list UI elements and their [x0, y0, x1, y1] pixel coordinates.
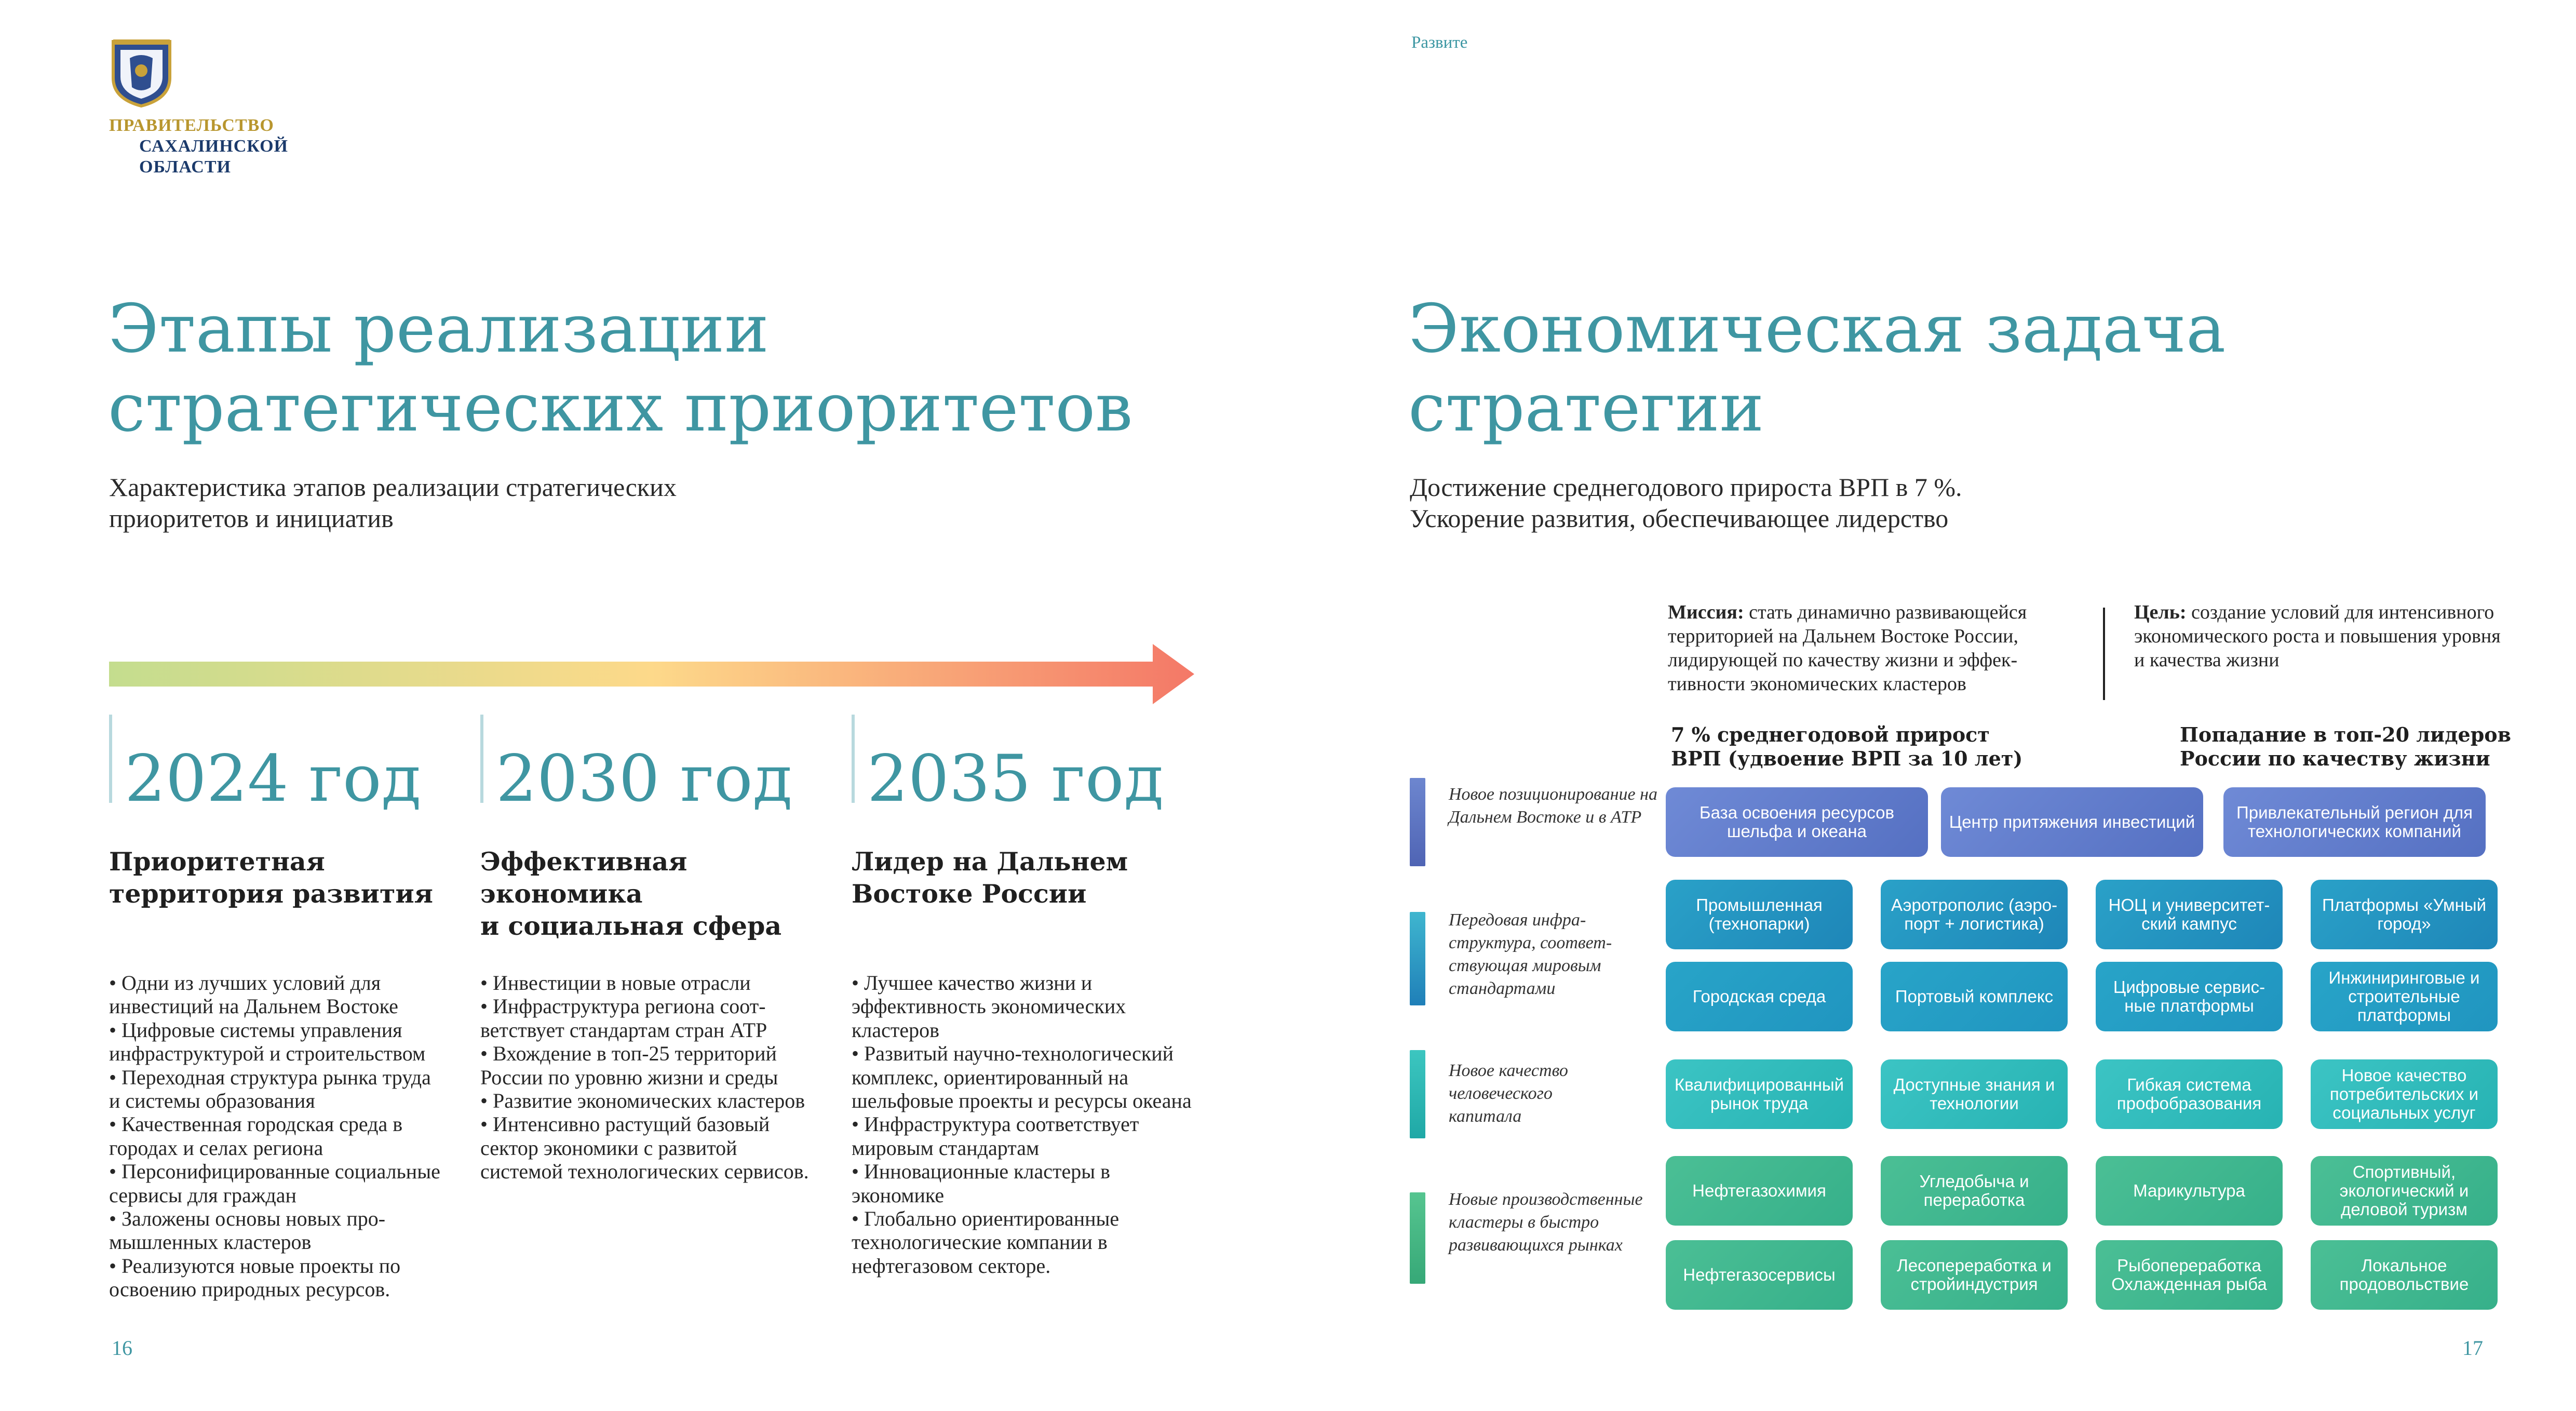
page-subtitle-left: [109, 472, 677, 534]
mission-block: [1668, 600, 2073, 696]
row-indicator-bar: [1410, 912, 1425, 1005]
list-item: • Лучшее качество жизни и эффективность экономических кластеров: [852, 971, 1194, 1042]
stage-bullet-list: [852, 971, 1194, 1278]
stage-year: 2035 год: [867, 742, 1164, 816]
strategy-box: Промышленная (технопарки): [1666, 880, 1853, 949]
timeline-arrow: [109, 644, 1194, 704]
coat-of-arms-logo: [109, 37, 174, 108]
stage-heading: [852, 845, 1128, 910]
divider: [2103, 608, 2105, 700]
stage-heading-line: Востоке России: [852, 879, 1087, 909]
row-indicator-bar: [1410, 1192, 1425, 1284]
org-name-line3: ОБЛАСТИ: [139, 157, 231, 177]
stage-heading-line: Эффективная: [480, 846, 687, 877]
row-label: Новые производственные кластеры в быстро развивающихся рынках: [1449, 1190, 1643, 1255]
timeline-tick: [852, 715, 855, 803]
strategy-box: Локальное продовольствие: [2311, 1240, 2498, 1310]
stage-heading-line: Приоритетная: [109, 846, 325, 877]
strategy-box: Спортивный, экологический и деловой туризм: [2311, 1156, 2498, 1226]
list-item: • Реализуются новые проекты по освоению природных ресурсов.: [109, 1254, 447, 1301]
org-name-line2: САХАЛИНСКОЙ: [139, 137, 289, 156]
list-item: • Развитие экономических кластеров: [480, 1089, 818, 1112]
timeline-tick: [109, 715, 112, 803]
stage-heading-line: экономика: [480, 879, 643, 909]
list-item: • Глобально ориентированные технологические компании в нефтегазовом секторе.: [852, 1207, 1194, 1278]
strategy-box: Аэротрополис (аэропорт + логистика): [1881, 880, 2068, 949]
stage-heading-line: и социальная сфера: [480, 911, 782, 941]
strategy-box: Нефтегазосервисы: [1666, 1240, 1853, 1310]
strategy-box: Угледобыча и переработка: [1881, 1156, 2068, 1226]
strategy-box: Портовый комплекс: [1881, 962, 2068, 1031]
target-line: 7 % среднегодовой прирост: [1671, 723, 1990, 746]
subtitle-line: приоритетов и инициатив: [109, 504, 394, 533]
stage-bullet-list: [480, 971, 818, 1184]
list-item: • Развитый научно-технологический комплекс, ориентированный на шельфовые проекты и ресурсы океана: [852, 1042, 1194, 1112]
title-line: Экономическая задача: [1408, 290, 2226, 368]
timeline-tick: [480, 715, 483, 803]
stage-heading-line: территория развития: [109, 879, 433, 909]
list-item: • Заложены основы новых промышленных кластеров: [109, 1207, 447, 1254]
target-line: России по качеству жизни: [2180, 747, 2490, 770]
stage-heading: [109, 845, 433, 910]
subtitle-line: Достижение среднегодового прироста ВРП в 7 %.: [1410, 473, 1962, 502]
list-item: • Цифровые системы управления инфраструктурой и строительством: [109, 1018, 447, 1066]
row-label: Новое качество человеческого капитала: [1449, 1061, 1568, 1126]
strategy-box: Центр притяжения инвестиций: [1941, 787, 2203, 857]
list-item: • Инфраструктура региона соответствует стандартам стран АТР: [480, 995, 818, 1042]
target-quality: [2180, 723, 2511, 771]
list-item: • Инвестиции в новые отрасли: [480, 971, 818, 995]
strategy-box: Марикультура: [2096, 1156, 2283, 1226]
target-growth: [1671, 723, 2022, 771]
stage-heading: [480, 845, 781, 942]
subtitle-line: Характеристика этапов реализации стратегических: [109, 473, 677, 502]
strategy-box: Доступные знания и технологии: [1881, 1059, 2068, 1129]
list-item: • Вхождение в топ-25 территорий России по уровню жизни и среды: [480, 1042, 818, 1089]
title-line: стратегии: [1408, 369, 1764, 447]
page-title-right: [1408, 290, 2226, 448]
list-item: • Персонифицированные социальные сервисы для граждан: [109, 1160, 447, 1207]
row-label: Передовая инфраструктура, соответствующая мировым стандартами: [1449, 910, 1612, 998]
list-item: • Переходная структура рынка труда и системы образования: [109, 1066, 447, 1113]
spread-label: Развите: [1411, 33, 1468, 52]
row-indicator-bar: [1410, 1050, 1425, 1138]
title-line: стратегических приоритетов: [108, 369, 1133, 447]
strategy-box: Квалифицированный рынок труда: [1666, 1059, 1853, 1129]
list-item: • Инновационные кластеры в экономике: [852, 1160, 1194, 1207]
strategy-box: Рыбопереработка Охлажденная рыба: [2096, 1240, 2283, 1310]
subtitle-line: Ускорение развития, обеспечивающее лидерство: [1410, 504, 1949, 533]
row-label: Новое позиционирование на Дальнем Востоке и в АТР: [1449, 785, 1657, 827]
goal-text: создание условий для интенсивного экономического роста и повышения уровня и качества жизни: [2134, 601, 2501, 671]
page-number-right: 17: [2462, 1336, 2483, 1360]
mission-text: стать динамично развивающейся территорией на Дальнем Востоке России, лидирующей по качеству жизни и эффективности экономических кластеров: [1668, 601, 2027, 695]
goal-block: [2134, 600, 2508, 672]
strategy-box: НОЦ и университетский кампус: [2096, 880, 2283, 949]
strategy-box: Цифровые сервисные платформы: [2096, 962, 2283, 1031]
strategy-box: Городская среда: [1666, 962, 1853, 1031]
org-name-line1: ПРАВИТЕЛЬСТВО: [109, 116, 274, 135]
strategy-box: Инжиниринговые и строительные платформы: [2311, 962, 2498, 1031]
title-line: Этапы реализации: [108, 290, 769, 368]
target-line: ВРП (удвоение ВРП за 10 лет): [1671, 747, 2023, 770]
strategy-box: Привлекательный регион для технологических компаний: [2223, 787, 2486, 857]
list-item: • Одни из лучших условий для инвестиций на Дальнем Востоке: [109, 971, 447, 1018]
goal-label: Цель:: [2134, 601, 2187, 623]
strategy-box: Гибкая система профобразования: [2096, 1059, 2283, 1129]
stage-bullet-list: [109, 971, 447, 1301]
strategy-box: Лесопереработка и стройиндустрия: [1881, 1240, 2068, 1310]
strategy-box: Платформы «Умный город»: [2311, 880, 2498, 949]
target-line: Попадание в топ-20 лидеров: [2180, 723, 2512, 746]
stage-year: 2030 год: [496, 742, 792, 816]
mission-label: Миссия:: [1668, 601, 1744, 623]
strategy-box: База освоения ресурсов шельфа и океана: [1666, 787, 1928, 857]
row-indicator-bar: [1410, 778, 1425, 866]
list-item: • Инфраструктура соответствует мировым стандартам: [852, 1112, 1194, 1160]
stage-heading-line: Лидер на Дальнем: [852, 846, 1128, 877]
stage-year: 2024 год: [125, 742, 421, 816]
list-item: • Качественная городская среда в городах и селах региона: [109, 1112, 447, 1160]
list-item: • Интенсивно растущий базовый сектор экономики с развитой системой технологических сервисов.: [480, 1112, 818, 1183]
strategy-box: Нефтегазохимия: [1666, 1156, 1853, 1226]
page-number-left: 16: [112, 1336, 132, 1360]
page-subtitle-right: [1410, 472, 1962, 534]
page-title-left: [108, 290, 1132, 448]
strategy-box: Новое качество потребительских и социальных услуг: [2311, 1059, 2498, 1129]
